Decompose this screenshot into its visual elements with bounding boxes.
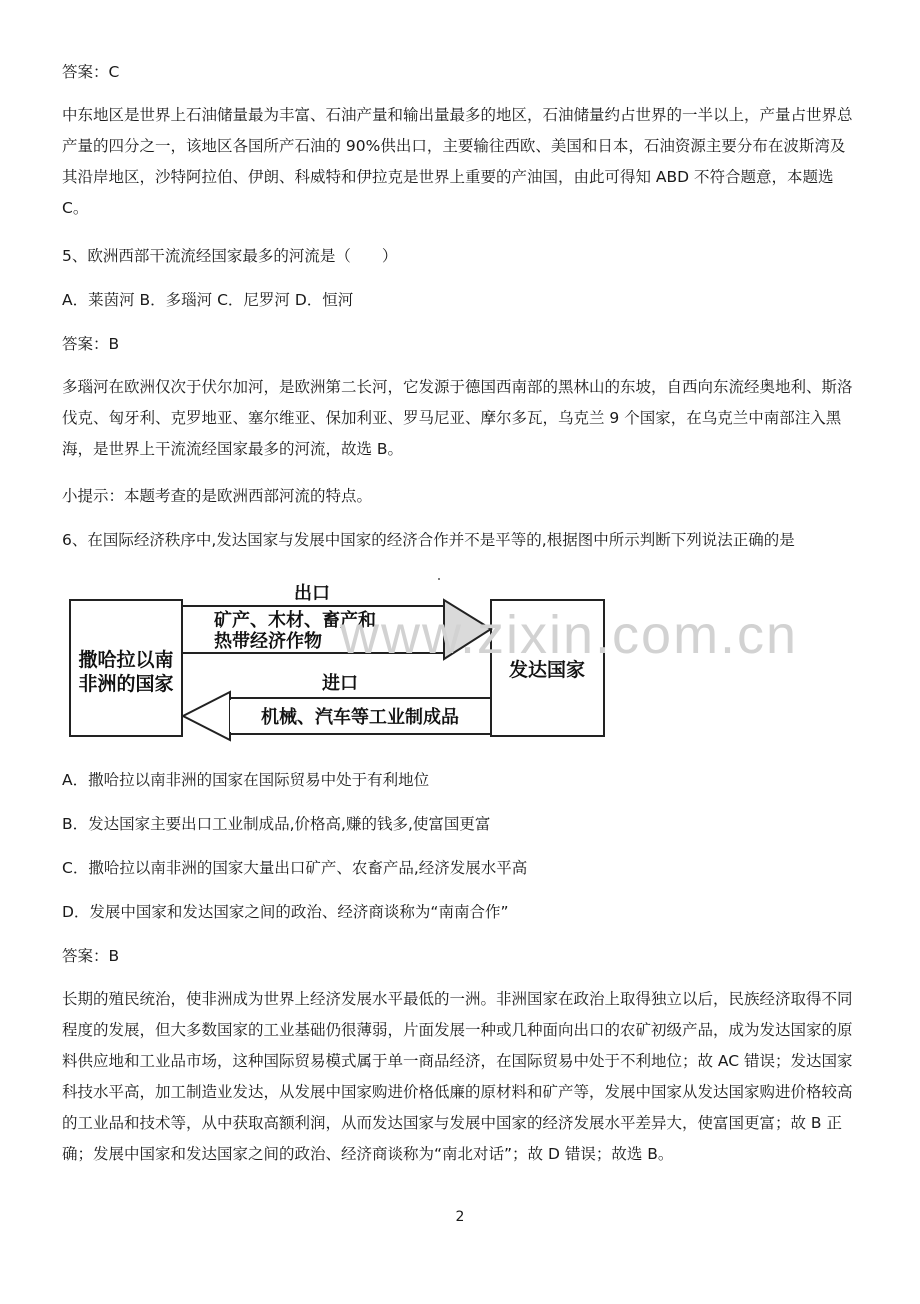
africa-label-line1: 撒哈拉以南 bbox=[78, 649, 174, 671]
answer-label-3: 答案：B bbox=[62, 947, 120, 965]
option-d: D．发展中国家和发达国家之间的政治、经济商谈称为“南南合作” bbox=[62, 903, 509, 921]
explanation-paragraph-2: 多瑙河在欧洲仅次于伏尔加河，是欧洲第二长河，它发源于德国西南部的黑林山的东坡，自西向东流经奥地利、斯洛伐克、匈牙利、克罗地亚、塞尔维亚、保加利亚、罗马尼亚、摩尔多瓦，乌克兰 9 个国家，在乌克兰中南部注入黑海，是世界上干流流经国家最多的河流，故选 B。 bbox=[62, 378, 853, 458]
question-5-options: A．莱茵河 B．多瑙河 C．尼罗河 D．恒河 bbox=[62, 291, 354, 309]
option-c: C．撒哈拉以南非洲的国家大量出口矿产、农畜产品,经济发展水平高 bbox=[62, 859, 528, 877]
question-5: 5、欧洲西部干流流经国家最多的河流是（ ） bbox=[62, 247, 398, 265]
page-number: 2 bbox=[455, 1209, 465, 1225]
export-label: 出口 bbox=[294, 583, 330, 604]
import-label: 进口 bbox=[322, 673, 358, 694]
tip-text: 小提示：本题考查的是欧洲西部河流的特点。 bbox=[62, 487, 373, 505]
export-goods-line1: 矿产、木材、畜产和 bbox=[214, 610, 376, 631]
africa-label-line2: 非洲的国家 bbox=[78, 673, 174, 695]
export-goods-line2: 热带经济作物 bbox=[214, 631, 322, 652]
watermark: www.zixin.com.cn bbox=[340, 605, 799, 665]
question-6: 6、在国际经济秩序中,发达国家与发展中国家的经济合作并不是平等的,根据图中所示判断下列说法正确的是 bbox=[62, 531, 795, 549]
import-arrow-head bbox=[183, 692, 230, 740]
explanation-paragraph-3: 长期的殖民统治，使非洲成为世界上经济发展水平最低的一洲。非洲国家在政治上取得独立以后，民族经济取得不同程度的发展，但大多数国家的工业基础仍很薄弱，片面发展一种或几种面向出口的农矿初级产品，成为发达国家的原料供应地和工业品市场，这种国际贸易模式属于单一商品经济，在国际贸易中处于不利地位；故 AC 错误；发达国家科技水平高，加工制造业发达，从发展中国家购进价格低廉的原材料和矿产等，发展中国家从发达国家购进价格较高的工业品和技术等，从中获取高额利润，从而发达国家与发展中国家的经济发展水平差异大，使富国更富；故 B 正确；发展中国家和发达国家之间的政治、经济商谈称为“南北对话”；故 D 错误；故选 B。 bbox=[62, 990, 853, 1163]
answer-label-1: 答案：C bbox=[62, 63, 120, 81]
option-a: A．撒哈拉以南非洲的国家在国际贸易中处于有利地位 bbox=[62, 771, 430, 789]
explanation-paragraph-1: 中东地区是世界上石油储量最为丰富、石油产量和输出量最多的地区，石油储量约占世界的一半以上，产量占世界总产量的四分之一，该地区各国所产石油的 90%供出口，主要输往西欧、美国和日本，石油资源主要分布在波斯湾及其沿岸地区，沙特阿拉伯、伊朗、科威特和伊拉克是世界上重要的产油国，由此可得知 ABD 不符合题意，本题选 C。 bbox=[62, 106, 853, 217]
developed-label: 发达国家 bbox=[508, 659, 586, 681]
import-goods: 机械、汽车等工业制成品 bbox=[261, 707, 459, 728]
answer-label-2: 答案：B bbox=[62, 335, 120, 353]
option-b: B．发达国家主要出口工业制成品,价格高,赚的钱多,使富国更富 bbox=[62, 815, 491, 833]
